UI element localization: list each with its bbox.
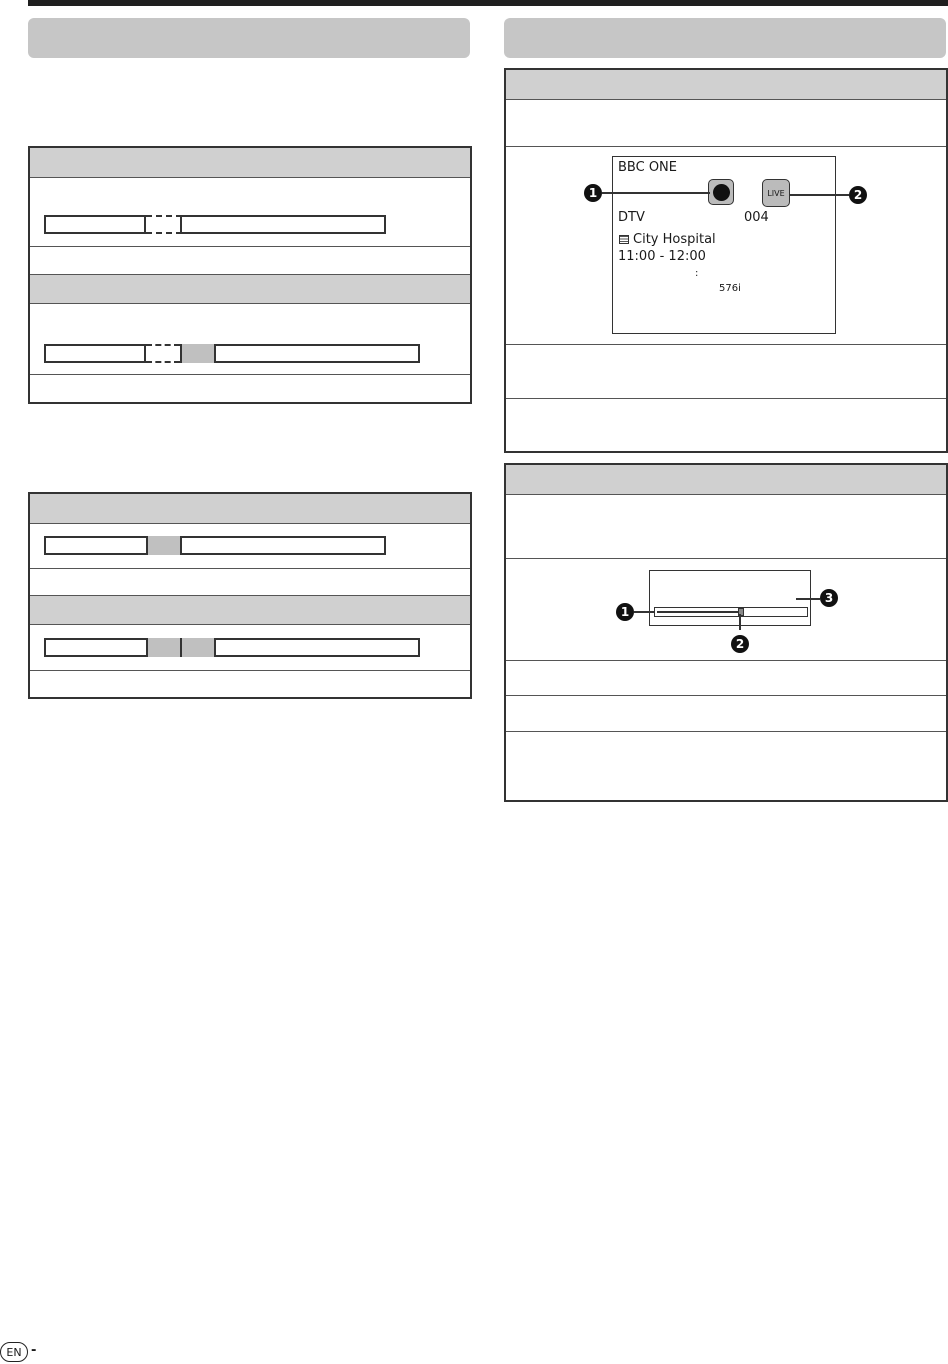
row-divider xyxy=(30,246,470,247)
recorded-segment xyxy=(180,344,216,363)
callout-2-leader-line xyxy=(789,194,849,196)
timeshift-bar xyxy=(44,215,386,234)
live-badge xyxy=(762,179,790,207)
buffer-gap-segment xyxy=(146,344,180,363)
time-range: 11:00 - 12:00 xyxy=(618,249,706,264)
source-label: DTV xyxy=(618,210,645,225)
row-divider xyxy=(506,558,946,559)
table-subheader xyxy=(30,596,470,625)
table-header xyxy=(30,494,470,524)
right-table-2 xyxy=(504,463,948,802)
programme-guide-icon xyxy=(619,235,629,244)
row-divider xyxy=(506,344,946,345)
tv-banner-screen xyxy=(612,156,836,334)
table-subheader xyxy=(30,275,470,304)
callout-number: 2 xyxy=(853,188,863,202)
record-button xyxy=(708,179,734,205)
resolution-label: 576i xyxy=(719,283,741,294)
callout-1-leader-line xyxy=(602,192,710,194)
segment-divider xyxy=(144,215,146,234)
callout-number: 1 xyxy=(620,605,630,619)
row-divider xyxy=(30,374,470,375)
row-divider xyxy=(506,398,946,399)
channel-name: BBC ONE xyxy=(618,160,677,175)
callout-number: 3 xyxy=(824,591,834,605)
callout-1-leader-line xyxy=(634,611,654,613)
callout-number: 1 xyxy=(588,186,598,200)
row-divider xyxy=(506,146,946,147)
timeshift-bar xyxy=(44,344,420,363)
callout-1-icon xyxy=(584,184,602,202)
colon-separator: : xyxy=(695,268,699,279)
recorded-segment xyxy=(180,638,216,657)
segment-divider xyxy=(180,215,182,234)
buffer-gap-segment xyxy=(146,215,182,234)
progress-filled xyxy=(657,611,739,613)
callout-2-icon xyxy=(731,635,749,653)
language-badge xyxy=(0,1342,28,1362)
progress-track xyxy=(654,607,808,617)
top-rule xyxy=(28,0,948,6)
left-table-1 xyxy=(28,146,472,404)
row-divider xyxy=(30,670,470,671)
row-divider xyxy=(506,695,946,696)
table-header xyxy=(30,148,470,178)
timeshift-bar xyxy=(44,638,420,657)
left-section-header xyxy=(28,18,470,58)
recorded-segment xyxy=(146,536,182,555)
programme-title: City Hospital xyxy=(633,232,716,247)
row-divider xyxy=(30,568,470,569)
row-divider xyxy=(506,660,946,661)
callout-2-leader-line xyxy=(739,614,741,630)
callout-number: 2 xyxy=(735,637,745,651)
callout-3-icon xyxy=(820,589,838,607)
row-divider xyxy=(506,731,946,732)
table-header xyxy=(506,70,946,100)
record-dot-icon xyxy=(713,184,730,201)
left-table-2 xyxy=(28,492,472,699)
table-header xyxy=(506,465,946,495)
callout-2-icon xyxy=(849,186,867,204)
right-table-1 xyxy=(504,68,948,453)
channel-number: 004 xyxy=(744,210,769,225)
timeshift-bar xyxy=(44,536,386,555)
right-section-header xyxy=(504,18,946,58)
segment-divider xyxy=(144,344,146,363)
live-label: LIVE xyxy=(767,188,785,198)
language-code: EN xyxy=(6,1345,22,1359)
callout-1-icon xyxy=(616,603,634,621)
recorded-segment xyxy=(146,638,182,657)
page-number-dash: - xyxy=(31,1343,37,1358)
callout-3-leader-line xyxy=(796,598,820,600)
playback-progress-screen xyxy=(649,570,811,626)
